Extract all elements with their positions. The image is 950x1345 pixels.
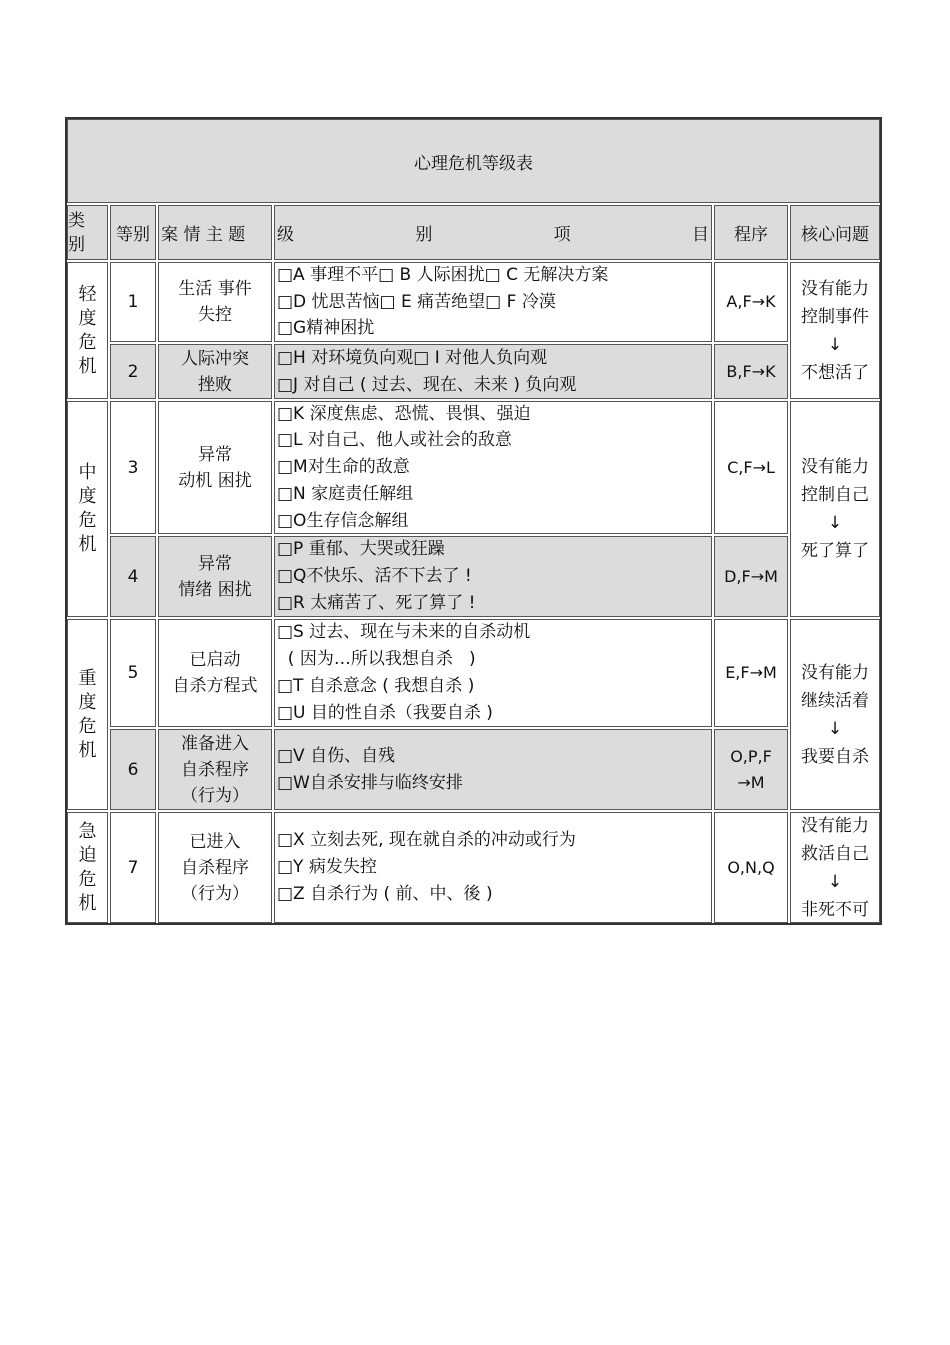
item-line: □H 对环境负向观□ I 对他人负向观 (277, 347, 548, 368)
header-core-text: 核心问题 (801, 225, 869, 245)
theme-line: 动机 困扰 (178, 470, 252, 491)
header-core (790, 205, 880, 260)
item-line: □P 重郁、大哭或狂躁 (277, 539, 445, 560)
item-line: □G精神困扰 (277, 318, 375, 339)
item-line: □O生存信念解组 (277, 510, 409, 531)
category-char: 迫 (78, 844, 97, 866)
item-line: □L 对自己、他人或社会的敌意 (277, 430, 512, 451)
level-number: 3 (127, 457, 139, 478)
theme-line: 人际冲突 (181, 348, 249, 369)
row-2-items (274, 344, 712, 399)
item-line: □X 立刻去死, 现在就自杀的冲动或行为 (277, 830, 576, 851)
category-char: 急 (78, 820, 97, 842)
header-theme (158, 205, 272, 260)
category-char: 重 (78, 667, 97, 689)
item-line: □N 家庭责任解组 (277, 483, 414, 504)
row-1-items (274, 262, 712, 342)
category-mild (67, 262, 108, 399)
core-urgent (790, 812, 880, 923)
table-title (67, 119, 880, 203)
item-line: □T 自杀意念 ( 我想自杀 ) (277, 676, 475, 696)
item-line: □D 忧思苦恼□ E 痛苦绝望□ F 冷漠 (277, 291, 556, 312)
row-3-theme (158, 401, 272, 534)
core-line: 没有能力 (801, 662, 869, 683)
core-line: 我要自杀 (801, 746, 869, 767)
core-line: 控制事件 (801, 306, 869, 327)
category-char: 中 (78, 462, 97, 483)
core-line: 不想活了 (801, 362, 869, 383)
level-number: 1 (127, 292, 139, 312)
theme-line: 自杀方程式 (172, 676, 258, 696)
category-char: 度 (78, 691, 97, 713)
category-char: 危 (78, 331, 97, 353)
category-moderate (67, 401, 108, 617)
core-line: 没有能力 (801, 457, 869, 477)
item-line: □K 深度焦虑、恐慌、畏惧、强迫 (277, 403, 531, 424)
category-char: 机 (78, 534, 97, 555)
row-7-level (110, 812, 156, 923)
row-1-level (110, 262, 156, 342)
procedure-line: O,N,Q (727, 857, 775, 877)
category-char: 危 (78, 715, 97, 737)
procedure-line: A,F→K (726, 292, 776, 311)
procedure-line: C,F→L (727, 457, 775, 477)
category-urgent (67, 812, 108, 923)
header-items-char-2: 别 (415, 225, 433, 245)
category-char: 机 (78, 892, 97, 914)
core-line: 没有能力 (801, 278, 869, 299)
core-arrow: ↓ (827, 334, 843, 355)
row-4-items (274, 536, 712, 617)
item-line: □W自杀安排与临终安排 (277, 772, 463, 793)
header-level (110, 205, 156, 260)
procedure-line: E,F→M (725, 663, 777, 682)
theme-line: 情绪 困扰 (178, 579, 252, 600)
theme-line: （行为） (181, 785, 249, 806)
header-category-char-1: 类 (68, 210, 85, 231)
table-title-text: 心理危机等级表 (414, 153, 533, 174)
row-4-theme (158, 536, 272, 617)
item-line: □Y 病发失控 (277, 857, 377, 878)
theme-line: 异常 (198, 553, 232, 574)
row-5-theme (158, 619, 272, 727)
core-arrow: ↓ (827, 513, 843, 533)
core-line: 继续活着 (801, 690, 869, 711)
category-char: 度 (78, 307, 97, 329)
header-category-char-2: 别 (68, 234, 85, 255)
item-line: □J 对自己 ( 过去、现在、未来 ) 负向观 (277, 374, 577, 395)
core-arrow: ↓ (827, 871, 843, 892)
procedure-line: →M (737, 772, 765, 792)
header-procedure-text: 程序 (734, 225, 768, 245)
category-char: 危 (78, 868, 97, 890)
row-3-procedure (714, 401, 788, 534)
item-line: □A 事理不平□ B 人际困扰□ C 无解决方案 (277, 264, 609, 285)
row-6-level (110, 729, 156, 810)
theme-line: 异常 (198, 444, 232, 465)
row-6-items (274, 729, 712, 810)
row-7-items (274, 812, 712, 923)
theme-line: （行为） (181, 883, 249, 904)
header-level-text: 等别 (116, 225, 150, 245)
core-arrow: ↓ (827, 718, 843, 739)
header-theme-text: 案 情 主 题 (161, 225, 246, 245)
level-number: 5 (127, 663, 139, 683)
item-line: □Z 自杀行为 ( 前、中、後 ) (277, 883, 493, 904)
category-char: 度 (78, 486, 97, 507)
row-4-procedure (714, 536, 788, 617)
level-number: 4 (127, 566, 139, 587)
row-5-items (274, 619, 712, 727)
header-items-char-4: 目 (691, 225, 709, 245)
theme-line: 失控 (198, 305, 232, 325)
row-4-level (110, 536, 156, 617)
row-5-level (110, 619, 156, 727)
procedure-line: D,F→M (724, 566, 778, 586)
theme-line: 准备进入 (181, 733, 249, 754)
row-2-procedure (714, 344, 788, 399)
level-number: 6 (127, 759, 139, 780)
category-severe (67, 619, 108, 810)
theme-line: 已启动 (189, 650, 241, 670)
procedure-line: O,P,F (730, 746, 772, 766)
core-line: 非死不可 (801, 899, 869, 920)
row-2-level (110, 344, 156, 399)
row-3-items (274, 401, 712, 534)
item-line: □S 过去、现在与未来的自杀动机 (277, 622, 531, 643)
core-moderate (790, 401, 880, 617)
level-number: 7 (127, 857, 139, 878)
item-line: □R 太痛苦了、死了算了 ! (277, 592, 476, 613)
theme-line: 生活 事件 (178, 279, 252, 299)
row-7-theme (158, 812, 272, 923)
core-severe (790, 619, 880, 810)
procedure-line: B,F→K (726, 361, 776, 381)
theme-line: 已进入 (189, 831, 241, 852)
core-mild (790, 262, 880, 399)
theme-line: 自杀程序 (181, 759, 249, 780)
header-procedure (714, 205, 788, 260)
row-1-theme (158, 262, 272, 342)
category-char: 轻 (78, 283, 97, 305)
item-line: □M对生命的敌意 (277, 457, 410, 478)
row-7-procedure (714, 812, 788, 923)
item-line: ( 因为…所以我想自杀 ) (277, 649, 476, 670)
level-number: 2 (127, 361, 139, 382)
core-line: 没有能力 (801, 815, 869, 836)
item-line: □Q不快乐、活不下去了 ! (277, 566, 472, 587)
category-char: 机 (78, 739, 97, 761)
row-2-theme (158, 344, 272, 399)
header-items-char-3: 项 (553, 225, 571, 245)
theme-line: 自杀程序 (181, 857, 249, 878)
core-line: 救活自己 (801, 843, 869, 864)
category-char: 机 (78, 355, 97, 377)
theme-line: 挫败 (198, 374, 232, 395)
row-6-procedure (714, 729, 788, 810)
category-char: 危 (78, 510, 97, 531)
item-line: □U 目的性自杀（我要自杀 ) (277, 702, 493, 723)
row-1-procedure (714, 262, 788, 342)
header-items-char-1: 级 (277, 225, 294, 245)
core-line: 死了算了 (801, 541, 869, 561)
row-3-level (110, 401, 156, 534)
row-6-theme (158, 729, 272, 810)
item-line: □V 自伤、自残 (277, 745, 396, 766)
core-line: 控制自己 (801, 485, 869, 505)
row-5-procedure (714, 619, 788, 727)
header-category (67, 205, 108, 260)
header-items (274, 205, 712, 260)
